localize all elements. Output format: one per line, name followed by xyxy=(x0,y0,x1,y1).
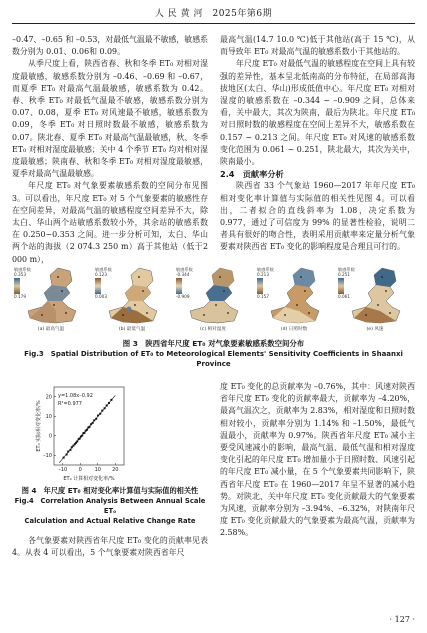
map-panel-e xyxy=(336,265,414,331)
legend-min: -0.909 xyxy=(176,294,190,299)
data-point xyxy=(76,440,78,442)
data-point xyxy=(99,413,101,415)
left-column-top xyxy=(12,34,208,266)
figure-3 xyxy=(12,265,415,335)
paragraph: 度 ET₀ 变化的总贡献率为 –0.76%，其中：风速对陕西省年尺度 ET₀ 变化的贡献率最大，贡献率为 –4.20%，最高气温次之，贡献率为 2.83%，相对湿度和日照时数相对较小，贡献率分别为 1.14% 和 –1.50%，最低气温最小，贡献率为 0.97%。陕西省年尺度 ET₀ 减小主要受风速减小的影响，最高气温、最低气温和相对湿度变化引起的年尺度 ET₀ 增加量小于日照时数、风速引起的年尺度 ET₀ 减小量，在 5 个气象要素共同影响下，陕西省年尺度 ET₀ 在 1960—2017 年呈不显著的减小趋势。对陕北、关中年尺度 ET₀ 变化贡献最大的气象要素为风速，贡献率分别为 –3.94%、–6.32%，对陕南年尺度 ET₀ 变化贡献最大的气象要素为最高气温，贡献率为 2.58%。 xyxy=(220,382,415,538)
panel-label: (a) 最高气温 xyxy=(37,327,65,332)
data-point xyxy=(93,419,95,421)
data-points xyxy=(63,399,113,459)
right-column-bottom xyxy=(220,381,415,540)
paragraph: 年尺度 ET₀ 对最低气温的敏感程度在空间上具有较强的差异性，基本呈北低南高的分布特征，在局部高海拔地区(太白、华山)形成低值中心。年尺度 ET₀ 对相对湿度的敏感系数在 –0.344 ~ –0.909 之间，总体来看，关中最大，其次为陕南，最后为陕北。年尺度 ET₀ 对日照时数的敏感程度在空间上差异不大，敏感系数在 0.157 ~ 0.213 之间。年尺度 ET₀ 对风速的敏感系数变化范围为 0.061 ~ 0.251，陕北最大，其次为关中，陕南最小。 xyxy=(220,59,415,167)
legend-min: 0.179 xyxy=(14,294,26,299)
data-point xyxy=(66,453,68,455)
data-point xyxy=(108,402,110,404)
data-point xyxy=(79,437,81,439)
paragraph: 年尺度 ET₀ 对气象要素敏感系数的空间分布见图 3。可以看出，年尺度 ET₀ 对 5 个气象要素的敏感性存在空间差异，对最高气温的敏感程度空间差异不大，除太白、华山两个站敏感系数较小外，其余站的敏感系数在 0.250~0.353 之间。进一步分析可知，太白、华山两个站的海拔（2 074.3 250 m）高于其他站（低于2 000 m）， xyxy=(12,181,208,264)
map-panel-a xyxy=(12,265,90,331)
figure-3-caption xyxy=(12,339,415,369)
journal-title: 人 民 黄 河 2025年第6期 xyxy=(154,9,273,19)
scatter-chart xyxy=(12,381,208,483)
x-tick-label: 0 xyxy=(78,467,82,473)
x-tick-label: –10 xyxy=(58,467,68,473)
data-point xyxy=(92,422,94,424)
caption-en-line2: Calculation and Actual Relative Change Rate xyxy=(24,517,196,525)
legend-max: 0.213 xyxy=(257,272,269,277)
y-tick-label: 10 xyxy=(45,413,52,420)
y-axis-label: ET₀ 实际相对变化率/% xyxy=(36,400,42,452)
map-panel-c xyxy=(174,265,252,331)
legend-max: 0.123 xyxy=(95,272,107,277)
y-tick-label: –10 xyxy=(43,452,52,459)
running-header xyxy=(0,0,427,28)
caption-cn: 图 4 年尺度 ET₀ 相对变化率计算值与实际值的相关性 xyxy=(21,486,199,495)
x-axis-label: ET₀ 计算相对变化率/% xyxy=(63,476,115,482)
data-point xyxy=(67,451,69,453)
caption-en-line1: Fig.4 Correlation Analysis Between Annual Scale ET₀ xyxy=(14,497,206,515)
panel-label: (c) 相对湿度 xyxy=(200,327,226,332)
paragraph: 陕西省 33 个气象站 1960—2017 年年尺度 ET₀ 相对变化率计算值与实际值的相关性见图 4。可以看出，二者拟合的直线斜率为 1.08，决定系数为 0.977，通过了可信度为 99% 的显著性检验，说明二者具有很好的吻合性，表明采用贡献率来定量分析气象要素对陕西省 ET₀ 变化的影响程度是合理且可行的。 xyxy=(220,181,415,252)
paragraph: 各气象要素对陕西省年尺度 ET₀ 变化的贡献率见表 4。从表 4 可以看出，5 个气象要素对陕西省年尺 xyxy=(12,536,208,558)
header-rule xyxy=(12,23,415,24)
legend-min: 0.061 xyxy=(338,294,350,299)
panel-label: (b) 最低气温 xyxy=(118,327,146,332)
data-point xyxy=(89,426,91,428)
data-point xyxy=(83,432,85,434)
page-number: · 127 · xyxy=(389,615,415,624)
map-legend xyxy=(257,267,291,299)
legend-min: 0.157 xyxy=(257,294,269,299)
caption-cn: 图 3 陕西省年尺度 ET₀ 对气象要素敏感系数空间分布 xyxy=(122,339,305,348)
data-point xyxy=(97,414,99,416)
map-legend xyxy=(14,267,48,299)
map-legend xyxy=(176,267,210,299)
data-point xyxy=(95,418,97,420)
right-column-top xyxy=(220,34,415,254)
figure-4-caption xyxy=(12,486,208,526)
data-point xyxy=(104,407,106,409)
legend-title: 敏感系数 xyxy=(14,267,31,272)
left-column-bottom xyxy=(12,535,208,559)
figure-4 xyxy=(12,381,208,483)
section-heading: 2.4 贡献率分析 xyxy=(220,169,284,180)
data-point xyxy=(81,435,83,437)
panel-label: (e) 风速 xyxy=(366,327,384,332)
legend-colorbar xyxy=(176,278,182,294)
panel-label: (d) 日照时数 xyxy=(280,327,308,332)
legend-colorbar xyxy=(338,278,344,294)
map-panel-d xyxy=(255,265,333,331)
legend-title: 敏感系数 xyxy=(257,267,274,272)
map-legend xyxy=(95,267,129,299)
x-tick-label: 20 xyxy=(112,467,119,473)
legend-colorbar xyxy=(257,278,263,294)
map-panel-b xyxy=(93,265,171,331)
data-point xyxy=(106,405,108,407)
legend-max: -0.344 xyxy=(176,272,190,277)
paragraph: 最高气温(14.7 10.0 ℃)低于其他站(高于 15 ℃)，从而导致年 ET₀ 对最高气温的敏感系数小于其他站的。 xyxy=(220,35,415,57)
map-legend xyxy=(338,267,372,299)
r-squared: R²=0.977 xyxy=(58,401,82,407)
y-tick-label: 0 xyxy=(48,433,52,440)
caption-en: Fig.3 Spatial Distribution of ET₀ to Meteorological Elements' Sensitivity Coefficients in Shaanxi Province xyxy=(24,350,403,368)
legend-title: 敏感系数 xyxy=(176,267,193,272)
data-point xyxy=(101,410,103,412)
legend-title: 敏感系数 xyxy=(338,267,355,272)
paragraph: 从季尺度上看，陕西省春、秋和冬季 ET₀ 对相对湿度最敏感，敏感系数分别为 –0.46、–0.69 和 –0.67，而夏季 ET₀ 对最高气温最敏感，敏感系数为 0.42。春、秋季 ET₀ 对最低气温最不敏感，敏感系数分别为 0.07、0.08，夏季 ET₀ 对风速最不敏感，敏感系数为0.09，冬季 ET₀ 对日照时数最不敏感，敏感系数为0.07。陕北春、夏季 ET₀ 对最高气温最敏感，秋、冬季 ET₀ 对相对湿度最敏感；关中 4 个季节 ET₀ 均对相对湿度最敏感；陕南春、秋和冬季 ET₀ 对相对湿度最敏感，夏季对最高气温最敏感。 xyxy=(12,59,208,179)
regression-equation: y=1.08x–0.92 xyxy=(58,393,93,399)
data-point xyxy=(63,457,65,459)
legend-colorbar xyxy=(95,278,101,294)
data-point xyxy=(69,449,71,451)
legend-max: 0.251 xyxy=(338,272,350,277)
x-tick-label: 10 xyxy=(94,467,101,473)
paragraph: –0.47、–0.65 和 –0.53，对最低气温最不敏感，敏感系数分别为 0.01、0.06和 0.09。 xyxy=(12,35,208,57)
legend-colorbar xyxy=(14,278,20,294)
y-tick-label: 20 xyxy=(45,394,52,401)
data-point xyxy=(86,429,88,431)
legend-min: 0.003 xyxy=(95,294,107,299)
legend-title: 敏感系数 xyxy=(95,267,112,272)
legend-max: 0.353 xyxy=(14,272,26,277)
data-point xyxy=(110,399,112,401)
